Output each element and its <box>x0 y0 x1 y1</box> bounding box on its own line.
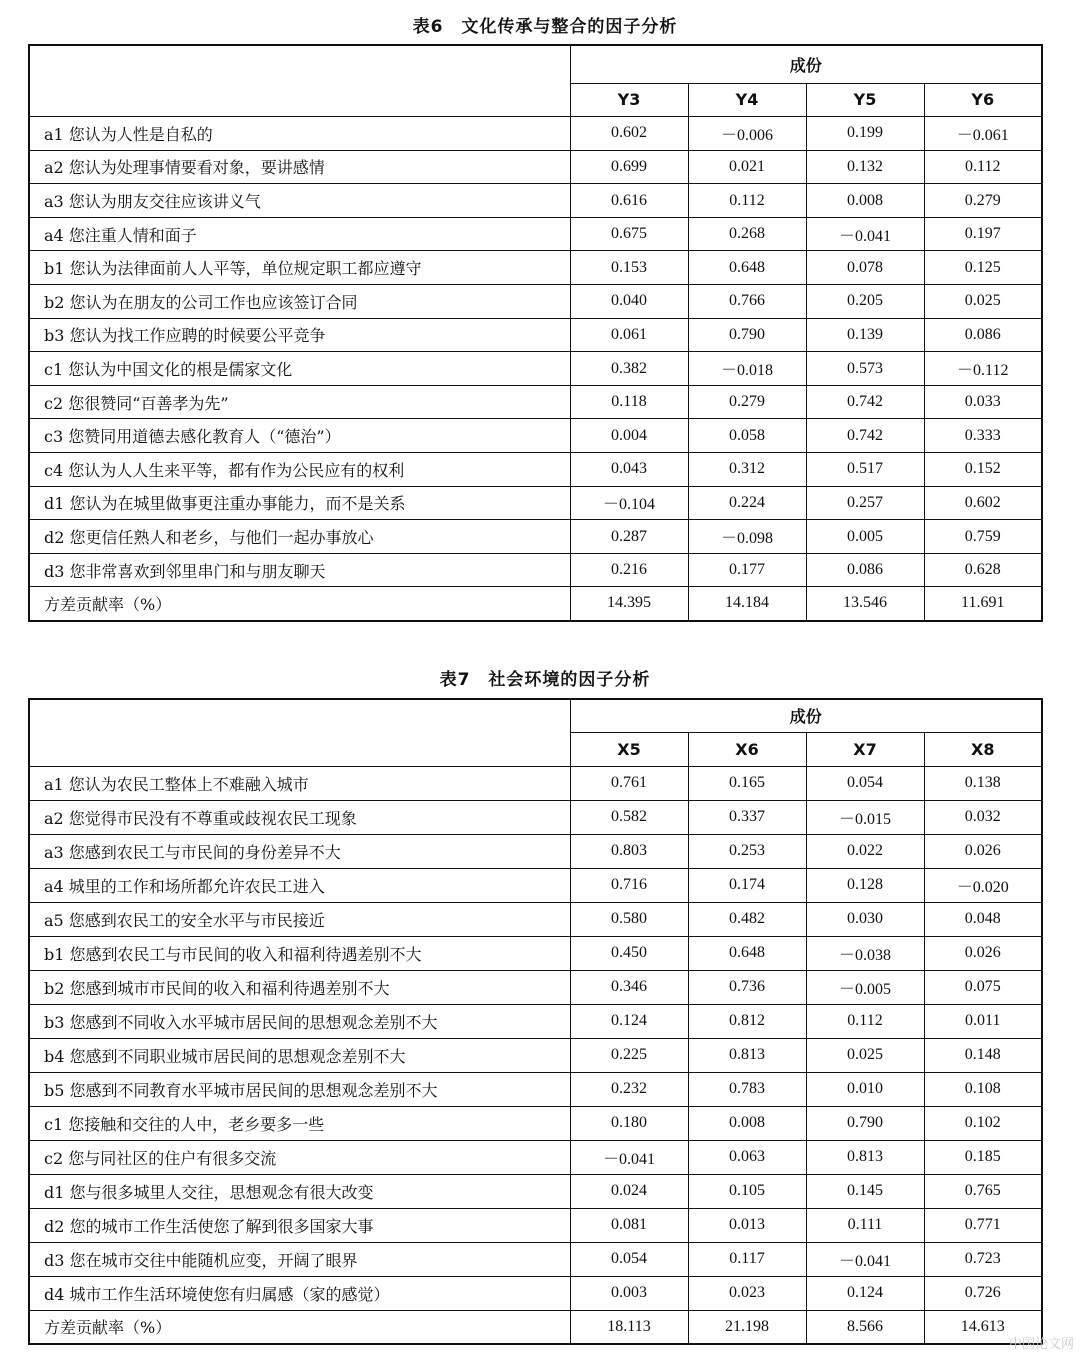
row-label: a3 您认为朋友交往应该讲义气 <box>29 184 570 218</box>
table7-number: 表7 <box>439 670 471 690</box>
table6-col-header: Y4 <box>688 83 806 117</box>
value-cell: 0.759 <box>924 520 1042 554</box>
value-cell: 14.184 <box>688 587 806 621</box>
value-cell: 0.010 <box>806 1072 924 1106</box>
row-label: b3 您认为找工作应聘的时候要公平竞争 <box>29 318 570 352</box>
value-cell: 0.812 <box>688 1004 806 1038</box>
table6-col-header: Y3 <box>570 83 688 117</box>
watermark: 中国论文网 <box>1008 1337 1074 1352</box>
value-cell: 0.111 <box>806 1208 924 1242</box>
value-cell: 0.025 <box>924 285 1042 319</box>
table-row <box>29 520 1042 554</box>
value-cell: 0.517 <box>806 453 924 487</box>
table6-caption <box>0 12 1090 37</box>
value-cell: 0.139 <box>806 318 924 352</box>
row-label: d2 您的城市工作生活使您了解到很多国家大事 <box>29 1208 570 1242</box>
table-row <box>29 1106 1042 1140</box>
table-row <box>29 1242 1042 1276</box>
value-cell: 0.771 <box>924 1208 1042 1242</box>
value-cell: 0.078 <box>806 251 924 285</box>
value-cell: 0.257 <box>806 486 924 520</box>
table-row <box>29 1310 1042 1344</box>
value-cell: 0.145 <box>806 1174 924 1208</box>
value-cell: 0.253 <box>688 834 806 868</box>
value-cell: 0.021 <box>688 150 806 184</box>
value-cell: 0.180 <box>570 1106 688 1140</box>
value-cell: 0.279 <box>924 184 1042 218</box>
value-cell: 0.723 <box>924 1242 1042 1276</box>
value-cell: 0.112 <box>688 184 806 218</box>
value-cell: －0.041 <box>806 1242 924 1276</box>
row-label: c1 您接触和交往的人中，老乡要多一些 <box>29 1106 570 1140</box>
row-label: d4 城市工作生活环境使您有归属感（家的感觉） <box>29 1276 570 1310</box>
value-cell: 0.165 <box>688 766 806 800</box>
table6-component-header: 成份 <box>570 45 1042 83</box>
table-row <box>29 217 1042 251</box>
table7-title: 社会环境的因子分析 <box>488 670 651 690</box>
value-cell: －0.098 <box>688 520 806 554</box>
row-label: a4 城里的工作和场所都允许农民工进入 <box>29 868 570 902</box>
row-label: b3 您感到不同收入水平城市居民间的思想观念差别不大 <box>29 1004 570 1038</box>
row-label: d2 您更信任熟人和老乡，与他们一起办事放心 <box>29 520 570 554</box>
value-cell: 0.761 <box>570 766 688 800</box>
value-cell: 13.546 <box>806 587 924 621</box>
row-label: a1 您认为人性是自私的 <box>29 117 570 151</box>
value-cell: 0.225 <box>570 1038 688 1072</box>
table-row <box>29 318 1042 352</box>
value-cell: 0.075 <box>924 970 1042 1004</box>
table-row <box>29 1004 1042 1038</box>
value-cell: 0.813 <box>688 1038 806 1072</box>
value-cell: 0.268 <box>688 217 806 251</box>
value-cell: 0.580 <box>570 902 688 936</box>
table6-col-header: Y6 <box>924 83 1042 117</box>
table7-corner-cell <box>29 699 570 766</box>
value-cell: 0.602 <box>570 117 688 151</box>
value-cell: 0.024 <box>570 1174 688 1208</box>
value-cell: 0.482 <box>688 902 806 936</box>
row-label: a5 您感到农民工的安全水平与市民接近 <box>29 902 570 936</box>
table-row <box>29 936 1042 970</box>
value-cell: 0.003 <box>570 1276 688 1310</box>
row-label: a1 您认为农民工整体上不难融入城市 <box>29 766 570 800</box>
row-label: a3 您感到农民工与市民间的身份差异不大 <box>29 834 570 868</box>
value-cell: 0.108 <box>924 1072 1042 1106</box>
table-row <box>29 453 1042 487</box>
value-cell: －0.041 <box>806 217 924 251</box>
value-cell: 0.022 <box>806 834 924 868</box>
table-row <box>29 184 1042 218</box>
value-cell: －0.104 <box>570 486 688 520</box>
value-cell: 0.790 <box>806 1106 924 1140</box>
table-row <box>29 1276 1042 1310</box>
table7 <box>28 698 1043 1345</box>
value-cell: 0.124 <box>570 1004 688 1038</box>
value-cell: 0.124 <box>806 1276 924 1310</box>
row-label: d1 您与很多城里人交往，思想观念有很大改变 <box>29 1174 570 1208</box>
value-cell: 0.026 <box>924 936 1042 970</box>
table-row <box>29 1140 1042 1174</box>
value-cell: 0.205 <box>806 285 924 319</box>
value-cell: 0.382 <box>570 352 688 386</box>
value-cell: 0.602 <box>924 486 1042 520</box>
table7-col-header: X5 <box>570 732 688 766</box>
table-row <box>29 1208 1042 1242</box>
value-cell: 0.648 <box>688 936 806 970</box>
row-label: b4 您感到不同职业城市居民间的思想观念差别不大 <box>29 1038 570 1072</box>
value-cell: 0.197 <box>924 217 1042 251</box>
row-label: d1 您认为在城里做事更注重办事能力，而不是关系 <box>29 486 570 520</box>
table-row <box>29 285 1042 319</box>
value-cell: 0.573 <box>806 352 924 386</box>
value-cell: 0.102 <box>924 1106 1042 1140</box>
value-cell: 0.004 <box>570 419 688 453</box>
value-cell: 0.054 <box>806 766 924 800</box>
value-cell: 0.766 <box>688 285 806 319</box>
table-row <box>29 352 1042 386</box>
row-label: c4 您认为人人生来平等，都有作为公民应有的权利 <box>29 453 570 487</box>
table-row <box>29 902 1042 936</box>
value-cell: 0.086 <box>924 318 1042 352</box>
value-cell: 0.011 <box>924 1004 1042 1038</box>
value-cell: 0.054 <box>570 1242 688 1276</box>
value-cell: 0.783 <box>688 1072 806 1106</box>
table6-number: 表6 <box>412 17 444 37</box>
value-cell: 0.008 <box>688 1106 806 1140</box>
value-cell: 0.199 <box>806 117 924 151</box>
value-cell: 14.395 <box>570 587 688 621</box>
value-cell: 21.198 <box>688 1310 806 1344</box>
row-label: c1 您认为中国文化的根是儒家文化 <box>29 352 570 386</box>
value-cell: 0.803 <box>570 834 688 868</box>
value-cell: 0.616 <box>570 184 688 218</box>
value-cell: 0.025 <box>806 1038 924 1072</box>
table-row <box>29 251 1042 285</box>
table7-col-header: X8 <box>924 732 1042 766</box>
row-label: a2 您认为处理事情要看对象，要讲感情 <box>29 150 570 184</box>
value-cell: 0.742 <box>806 419 924 453</box>
table-row <box>29 587 1042 621</box>
value-cell: 0.232 <box>570 1072 688 1106</box>
value-cell: 0.081 <box>570 1208 688 1242</box>
value-cell: 0.013 <box>688 1208 806 1242</box>
value-cell: 0.450 <box>570 936 688 970</box>
value-cell: 0.112 <box>924 150 1042 184</box>
value-cell: 0.023 <box>688 1276 806 1310</box>
value-cell: 0.152 <box>924 453 1042 487</box>
value-cell: 0.112 <box>806 1004 924 1038</box>
row-label: b2 您感到城市市民间的收入和福利待遇差别不大 <box>29 970 570 1004</box>
value-cell: 0.813 <box>806 1140 924 1174</box>
value-cell: 0.086 <box>806 553 924 587</box>
row-label: b2 您认为在朋友的公司工作也应该签订合同 <box>29 285 570 319</box>
table7-col-header: X7 <box>806 732 924 766</box>
value-cell: 0.726 <box>924 1276 1042 1310</box>
value-cell: 0.117 <box>688 1242 806 1276</box>
value-cell: 0.105 <box>688 1174 806 1208</box>
table-row <box>29 800 1042 834</box>
value-cell: 0.648 <box>688 251 806 285</box>
value-cell: 0.185 <box>924 1140 1042 1174</box>
value-cell: 0.061 <box>570 318 688 352</box>
value-cell: 0.582 <box>570 800 688 834</box>
value-cell: 0.128 <box>806 868 924 902</box>
value-cell: 0.742 <box>806 385 924 419</box>
row-label: c2 您与同社区的住户有很多交流 <box>29 1140 570 1174</box>
value-cell: 0.177 <box>688 553 806 587</box>
row-label: a4 您注重人情和面子 <box>29 217 570 251</box>
value-cell: 0.174 <box>688 868 806 902</box>
value-cell: 0.005 <box>806 520 924 554</box>
value-cell: 0.125 <box>924 251 1042 285</box>
table7-caption <box>0 665 1090 690</box>
value-cell: 0.043 <box>570 453 688 487</box>
row-label: b5 您感到不同教育水平城市居民间的思想观念差别不大 <box>29 1072 570 1106</box>
value-cell: 0.132 <box>806 150 924 184</box>
value-cell: 0.048 <box>924 902 1042 936</box>
table-row <box>29 1038 1042 1072</box>
value-cell: 14.613 <box>924 1310 1042 1344</box>
value-cell: 0.063 <box>688 1140 806 1174</box>
row-label: 方差贡献率（%） <box>29 1310 570 1344</box>
table-row <box>29 834 1042 868</box>
row-label: b1 您认为法律面前人人平等，单位规定职工都应遵守 <box>29 251 570 285</box>
value-cell: 0.008 <box>806 184 924 218</box>
value-cell: 0.153 <box>570 251 688 285</box>
table-row <box>29 1072 1042 1106</box>
table7-col-header: X6 <box>688 732 806 766</box>
value-cell: 0.736 <box>688 970 806 1004</box>
value-cell: 0.312 <box>688 453 806 487</box>
table7-component-header: 成份 <box>570 699 1042 732</box>
value-cell: 11.691 <box>924 587 1042 621</box>
value-cell: 0.337 <box>688 800 806 834</box>
row-label: b1 您感到农民工与市民间的收入和福利待遇差别不大 <box>29 936 570 970</box>
row-label: c2 您很赞同“百善孝为先” <box>29 385 570 419</box>
value-cell: －0.020 <box>924 868 1042 902</box>
value-cell: 8.566 <box>806 1310 924 1344</box>
value-cell: 0.699 <box>570 150 688 184</box>
table-row <box>29 1174 1042 1208</box>
value-cell: －0.038 <box>806 936 924 970</box>
table-row <box>29 117 1042 151</box>
value-cell: 0.040 <box>570 285 688 319</box>
table6-title: 文化传承与整合的因子分析 <box>461 17 678 37</box>
row-label: d3 您在城市交往中能随机应变，开阔了眼界 <box>29 1242 570 1276</box>
value-cell: －0.015 <box>806 800 924 834</box>
value-cell: 0.058 <box>688 419 806 453</box>
table-row <box>29 766 1042 800</box>
value-cell: 0.716 <box>570 868 688 902</box>
value-cell: －0.041 <box>570 1140 688 1174</box>
table6-corner-cell <box>29 45 570 117</box>
table-row <box>29 385 1042 419</box>
value-cell: 0.333 <box>924 419 1042 453</box>
table-row <box>29 970 1042 1004</box>
table-row <box>29 419 1042 453</box>
value-cell: 0.138 <box>924 766 1042 800</box>
value-cell: 0.287 <box>570 520 688 554</box>
value-cell: 0.790 <box>688 318 806 352</box>
value-cell: －0.006 <box>688 117 806 151</box>
table6-col-header: Y5 <box>806 83 924 117</box>
value-cell: 0.224 <box>688 486 806 520</box>
value-cell: 0.026 <box>924 834 1042 868</box>
value-cell: 0.118 <box>570 385 688 419</box>
value-cell: 0.033 <box>924 385 1042 419</box>
value-cell: 0.346 <box>570 970 688 1004</box>
table-row <box>29 150 1042 184</box>
value-cell: 0.216 <box>570 553 688 587</box>
table6 <box>28 44 1043 622</box>
value-cell: －0.005 <box>806 970 924 1004</box>
row-label: 方差贡献率（%） <box>29 587 570 621</box>
value-cell: －0.018 <box>688 352 806 386</box>
value-cell: －0.061 <box>924 117 1042 151</box>
table-row <box>29 868 1042 902</box>
row-label: a2 您觉得市民没有不尊重或歧视农民工现象 <box>29 800 570 834</box>
row-label: d3 您非常喜欢到邻里串门和与朋友聊天 <box>29 553 570 587</box>
value-cell: 0.279 <box>688 385 806 419</box>
value-cell: －0.112 <box>924 352 1042 386</box>
row-label: c3 您赞同用道德去感化教育人（“德治”） <box>29 419 570 453</box>
table-row <box>29 553 1042 587</box>
value-cell: 0.765 <box>924 1174 1042 1208</box>
value-cell: 18.113 <box>570 1310 688 1344</box>
value-cell: 0.628 <box>924 553 1042 587</box>
table-row <box>29 486 1042 520</box>
value-cell: 0.675 <box>570 217 688 251</box>
value-cell: 0.032 <box>924 800 1042 834</box>
value-cell: 0.030 <box>806 902 924 936</box>
value-cell: 0.148 <box>924 1038 1042 1072</box>
